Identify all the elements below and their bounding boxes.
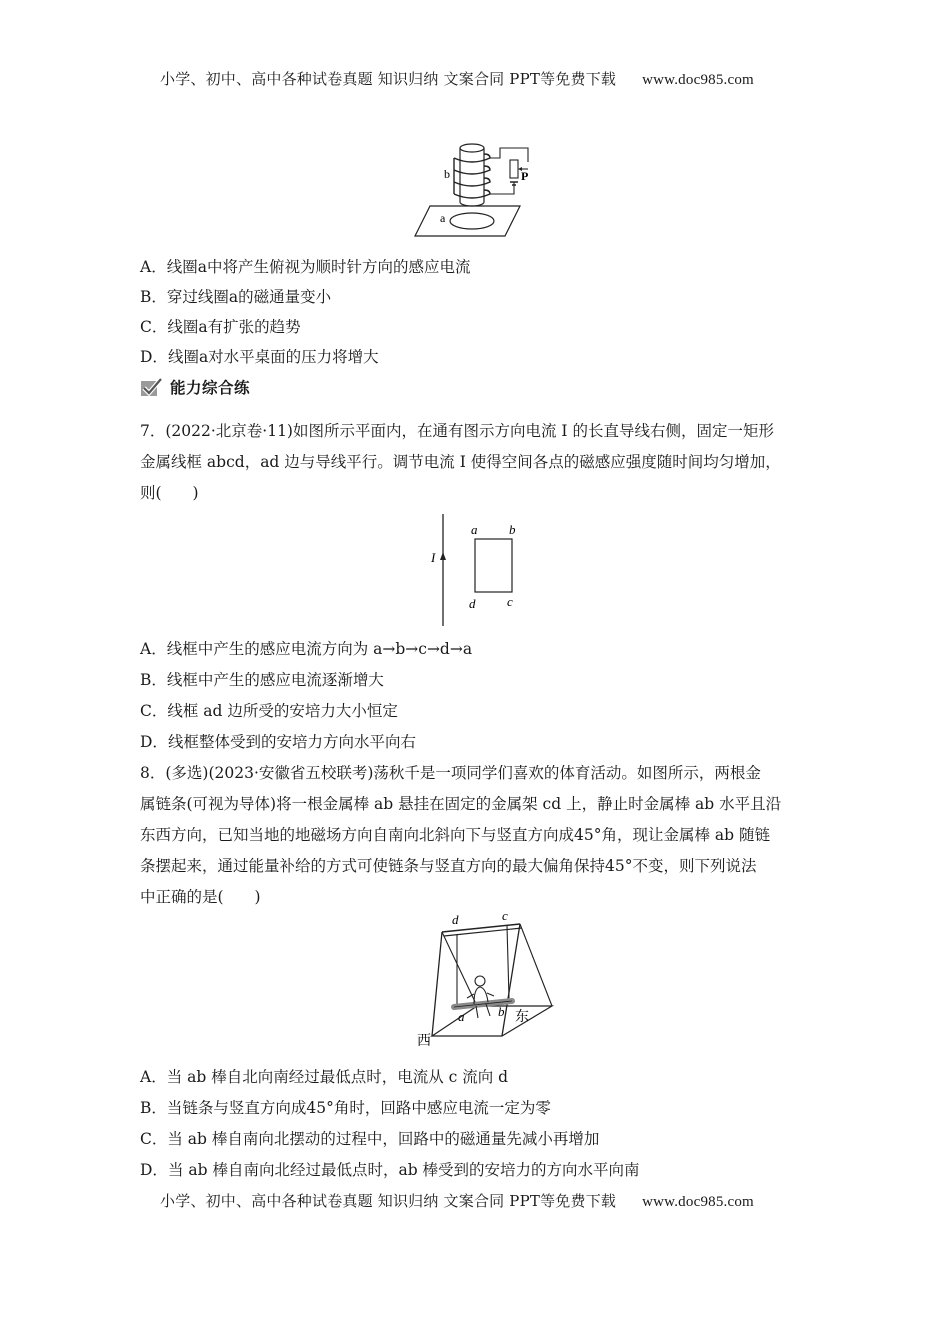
q7-stem-line1: 7．(2022·北京卷·11)如图所示平面内，在通有图示方向电流 I 的长直导线右侧，固定一矩形 — [140, 422, 774, 440]
label-d: d — [452, 912, 459, 927]
q8-option-d: D．当 ab 棒自南向北经过最低点时，ab 棒受到的安培力的方向水平向南 — [140, 1161, 640, 1179]
label-west: 西 — [417, 1034, 431, 1049]
person-head — [475, 976, 485, 986]
label-b: b — [444, 167, 450, 181]
q7-option-c: C．线框 ad 边所受的安培力大小恒定 — [140, 702, 398, 720]
solenoid-top — [460, 144, 484, 152]
q7-option-a: A．线框中产生的感应电流方向为 a→b→c→d→a — [140, 640, 473, 658]
label-c: c — [502, 908, 508, 923]
page-header — [160, 68, 754, 89]
q6-option-c: C．线圈a有扩张的趋势 — [140, 318, 301, 336]
q6-option-d: D．线圈a对水平桌面的压力将增大 — [140, 348, 379, 366]
header-url: www.doc985.com — [642, 72, 754, 88]
q6-option-b: B．穿过线圈a的磁通量变小 — [140, 288, 332, 306]
q8-stem-line1: 8．(多选)(2023·安徽省五校联考)荡秋千是一项同学们喜欢的体育活动。如图所示，两根金 — [140, 764, 761, 782]
checkmark-icon — [140, 377, 162, 397]
wire-frame-figure — [425, 512, 525, 630]
label-a: a — [440, 211, 446, 225]
q8-option-a: A．当 ab 棒自北向南经过最低点时，电流从 c 流向 d — [140, 1068, 509, 1086]
label-d: d — [469, 596, 476, 611]
page-footer — [160, 1190, 754, 1211]
header-text: 小学、初中、高中各种试卷真题 知识归纳 文案合同 PPT等免费下载 — [160, 70, 617, 88]
footer-text: 小学、初中、高中各种试卷真题 知识归纳 文案合同 PPT等免费下载 — [160, 1192, 617, 1210]
swing-figure — [412, 908, 562, 1053]
section-heading — [140, 376, 250, 398]
q6-option-a: A．线圈a中将产生俯视为顺时针方向的感应电流 — [140, 258, 471, 276]
coil-a — [450, 213, 494, 229]
label-c: c — [507, 594, 513, 609]
current-arrow — [440, 552, 446, 560]
solenoid-windings — [454, 154, 490, 198]
q8-stem-line4: 条摆起来，通过能量补给的方式可使链条与竖直方向的最大偏角保持45°不变，则下列说法 — [140, 857, 757, 875]
label-east: 东 — [515, 1010, 529, 1025]
table-surface — [415, 206, 520, 236]
q8-option-c: C．当 ab 棒自南向北摆动的过程中，回路中的磁通量先减小再增加 — [140, 1130, 600, 1148]
label-b: b — [498, 1004, 505, 1019]
q7-stem-line2: 金属线框 abcd，ad 边与导线平行。调节电流 I 使得空间各点的磁感应强度随时间均匀增加， — [140, 453, 781, 471]
q7-option-d: D．线框整体受到的安培力方向水平向右 — [140, 733, 416, 751]
rheostat — [510, 160, 518, 178]
q8-option-b: B．当链条与竖直方向成45°角时，回路中感应电流一定为零 — [140, 1099, 551, 1117]
chain-right — [507, 926, 509, 998]
label-b: b — [509, 522, 516, 537]
label-a: a — [471, 522, 478, 537]
q8-stem-line5: 中正确的是( ) — [140, 888, 261, 906]
solenoid-figure — [410, 138, 535, 240]
label-i: I — [431, 550, 436, 565]
swing-base — [432, 1006, 552, 1036]
footer-url: www.doc985.com — [642, 1194, 754, 1210]
rect-frame — [475, 539, 512, 592]
label-p: P — [521, 169, 529, 183]
q8-stem-line3: 东西方向，已知当地的地磁场方向自南向北斜向下与竖直方向成45°角，现让金属棒 ab 随链 — [140, 826, 770, 844]
q7-option-b: B．线框中产生的感应电流逐渐增大 — [140, 671, 384, 689]
q7-stem-line3: 则( ) — [140, 484, 199, 502]
q8-stem-line2: 属链条(可视为导体)将一根金属棒 ab 悬挂在固定的金属架 cd 上，静止时金属棒 ab 水平且沿 — [140, 795, 782, 813]
section-title: 能力综合练 — [170, 379, 251, 397]
label-a: a — [458, 1009, 465, 1024]
